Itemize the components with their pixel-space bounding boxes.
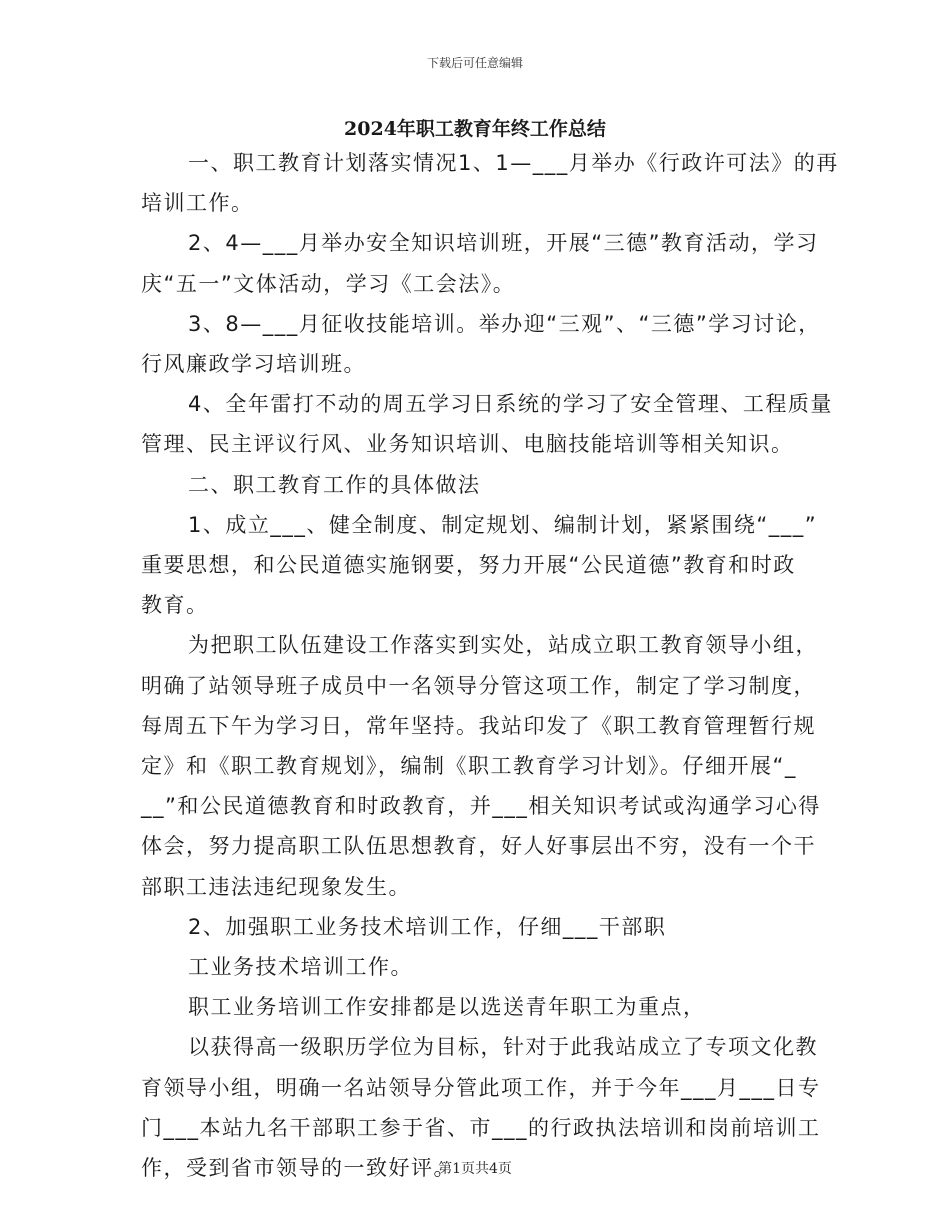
body-line: 2、4—___月举办安全知识培训班，开展“三德”教育活动，学习 (188, 231, 819, 256)
body-line: 重要思想，和公民道德实施钢要，努力开展“公民道德”教育和时政 (141, 553, 796, 577)
body-line: 庆“五一”文体活动，学习《工会法》。 (141, 271, 516, 296)
body-line: 职工业务培训工作安排都是以选送青年职工为重点， (188, 995, 706, 1020)
body-line: 每周五下午为学习日，常年坚持。我站印发了《职工教育管理暂行规 (141, 713, 816, 738)
page-footer: 第1页共4页 (438, 1161, 512, 1177)
body-line: 以获得高一级职历学位为目标，针对于此我站成立了专项文化教 (188, 1035, 818, 1060)
body-line: 一、职工教育计划落实情况1、1—___月举办《行政许可法》的再 (188, 151, 839, 175)
header-note: 下载后可任意编辑 (426, 56, 523, 70)
body-line: 明确了站领导班子成员中一名领导分管这项工作，制定了学习制度， (141, 673, 816, 698)
body-line: 2、加强职工业务技术培训工作，仔细___干部职 (188, 914, 667, 939)
body-line: 体会，努力提高职工队伍思想教育，好人好事层出不穷，没有一个干 (141, 834, 816, 859)
body-line: 育领导小组，明确一名站领导分管此项工作，并于今年___月___日专 (141, 1075, 821, 1100)
body-line: 行风廉政学习培训班。 (141, 352, 366, 376)
body-line: 二、职工教育工作的具体做法 (188, 472, 481, 497)
document-title: 2024年职工教育年终工作总结 (344, 118, 606, 140)
body-line: 门___本站九名干部职工参于省、市___的行政执法培训和岗前培训工 (141, 1115, 821, 1140)
body-line: __”和公民道德教育和时政教育，并___相关知识考试或沟通学习心得 (141, 794, 821, 819)
body-line: 为把职工队伍建设工作落实到实处，站成立职工教育领导小组， (188, 633, 818, 658)
body-line: 部职工违法违纪现象发生。 (141, 874, 411, 899)
body-line: 定》和《职工教育规划》，编制《职工教育学习计划》。仔细开展“_ (141, 754, 797, 778)
body-line: 管理、民主评议行风、业务知识培训、电脑技能培训等相关知识。 (141, 432, 794, 457)
body-line: 作，受到省市领导的一致好评。 (141, 1156, 456, 1180)
body-line: 工业务技术培训工作。 (188, 955, 413, 979)
body-line: 培训工作。 (141, 191, 254, 216)
body-line: 教育。 (141, 593, 209, 618)
body-line: 1、成立___、健全制度、制定规划、编制计划，紧紧围绕“___” (188, 512, 818, 537)
body-line: 3、8—___月征收技能培训。举办迎“三观”、“三德”学习讨论， (188, 311, 821, 336)
body-line: 4、全年雷打不动的周五学习日系统的学习了安全管理、工程质量 (188, 392, 833, 417)
